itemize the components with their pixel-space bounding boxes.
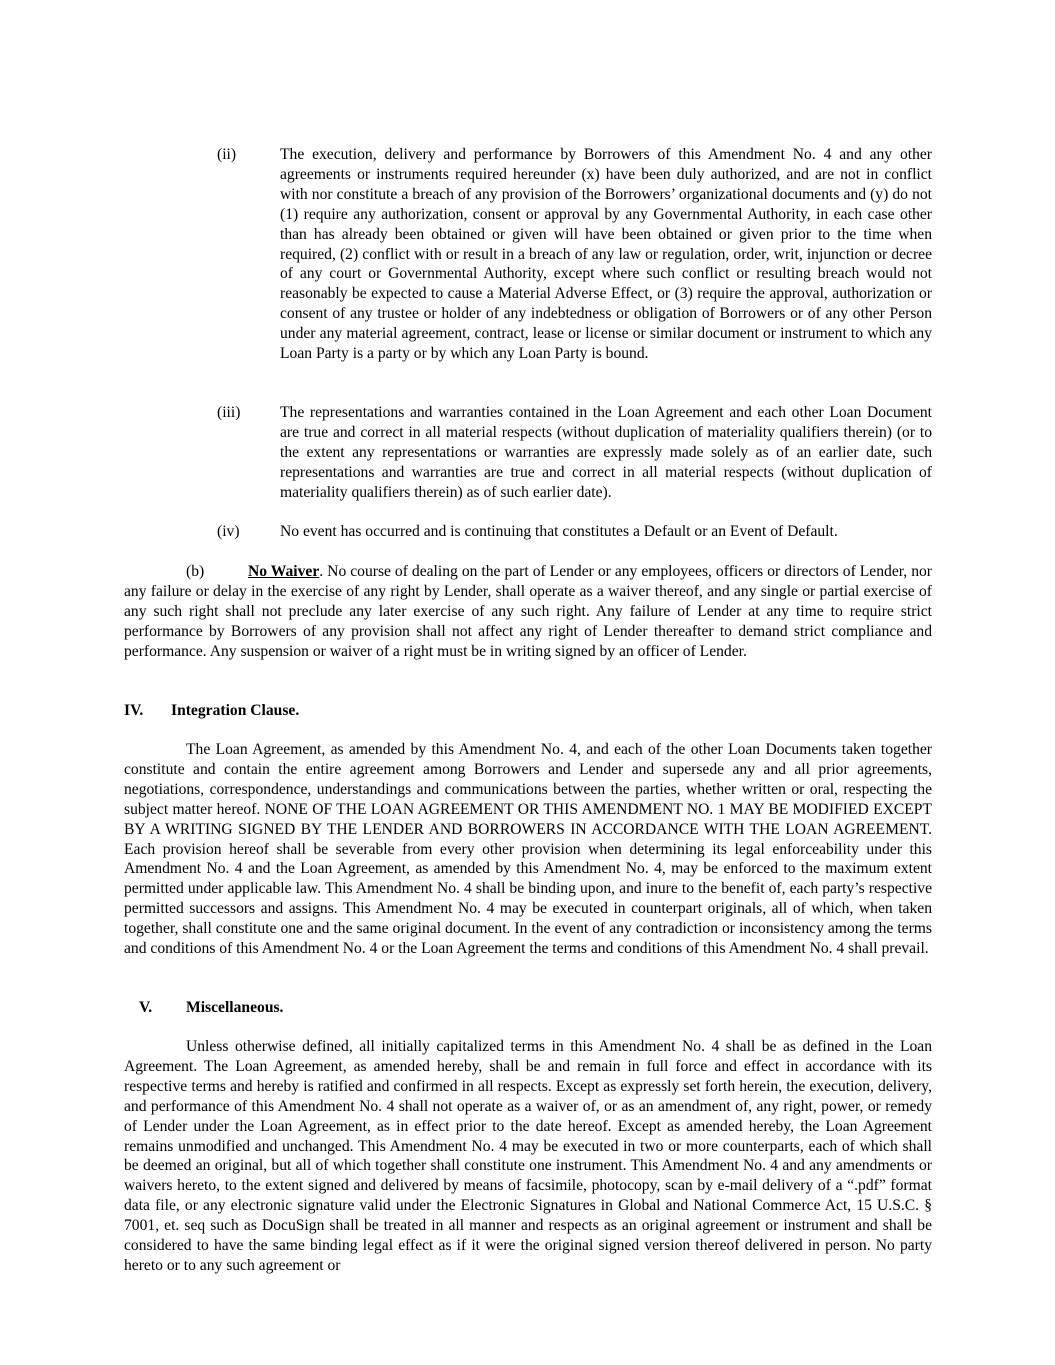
list-item-text: The execution, delivery and performance by Borrowers of this Amendment No. 4 and any other agreements or instruments required hereunder (x) have been duly authorized, and are not in conflict with nor constitute a breach of any provision of the Borrowers’ organizational documents and (y) do not (1) require any authorization, consent or approval by any Governmental Authority, in each case other than has already been obtained or given will have been obtained or given prior to the time when required, (2) conflict with or result in a breach of any law or regulation, order, writ, injunction or decree of any court or Governmental Authority, except where such conflict or resulting breach would not reasonably be expected to cause a Material Adverse Effect, or (3) require the approval, authorization or consent of any trustee or holder of any indebtedness or obligation of Borrowers or of any other Person under any material agreement, contract, lease or license or similar document or instrument to which any Loan Party is a party or by which any Loan Party is bound. [280, 146, 932, 363]
section-iv-heading [124, 701, 299, 721]
list-item-ii [217, 145, 932, 364]
no-waiver-marker: (b) [186, 563, 205, 580]
section-number: V. [139, 999, 153, 1016]
list-item-text: The representations and warranties contained in the Loan Agreement and each other Loan Document are true and correct in all material respects (without duplication of materiality qualifiers therein) (or to the extent any representations or warranties are expressly made solely as of an earlier date, such representations and warranties are true and correct in all material respects (without duplication of materiality qualifiers therein) as of such earlier date). [280, 404, 932, 501]
list-item-marker: (iii) [217, 404, 241, 421]
section-v-heading [139, 998, 283, 1018]
list-item-marker: (iv) [217, 523, 240, 540]
no-waiver-text: . No course of dealing on the part of Lender or any employees, officers or directors of Lender, nor any failure or delay in the exercise of any right by Lender, shall operate as a waiver thereof, and any single or partial exercise of any such right shall not preclude any later exercise of any such right. Any failure of Lender at any time to require strict performance by Borrowers of any provision shall not affect any right of Lender thereafter to demand strict compliance and performance. Any suspension or waiver of a right must be in writing signed by an officer of Lender. [124, 563, 932, 660]
section-title: Integration Clause. [171, 702, 300, 719]
list-item-marker: (ii) [217, 146, 237, 163]
no-waiver-title: No Waiver [248, 563, 320, 580]
section-title: Miscellaneous. [186, 999, 284, 1016]
list-item-text: No event has occurred and is continuing that constitutes a Default or an Event of Default. [280, 523, 838, 540]
miscellaneous-paragraph: Unless otherwise defined, all initially capitalized terms in this Amendment No. 4 shall be as defined in the Loan Agreement. The Loan Agreement, as amended hereby, shall be and remain in full force and effect in accordance with its respective terms and hereby is ratified and confirmed in all respects. Except as expressly set forth herein, the execution, delivery, and performance of this Amendment No. 4 shall not operate as a waiver of, or as an amendment of, any right, power, or remedy of Lender under the Loan Agreement, as in effect prior to the date hereof. Except as amended hereby, the Loan Agreement remains unmodified and unchanged. This Amendment No. 4 may be executed in two or more counterparts, each of which shall be deemed an original, but all of which together shall constitute one instrument. This Amendment No. 4 and any amendments or waivers hereto, to the extent signed and delivered by means of facsimile, photocopy, scan by e-mail delivery of a “.pdf” format data file, or any electronic signature valid under the Electronic Signatures in Global and National Commerce Act, 15 U.S.C. § 7001, et. seq such as DocuSign shall be treated in all manner and respects as an original agreement or instrument and shall be considered to have the same binding legal effect as if it were the original signed version thereof delivered in person. No party hereto or to any such agreement or [124, 1038, 932, 1274]
list-item-iii [217, 403, 932, 503]
list-item-iv [217, 522, 932, 542]
integration-clause-paragraph: The Loan Agreement, as amended by this Amendment No. 4, and each of the other Loan Documents taken together constitute and contain the entire agreement among Borrowers and Lender and supersede any and all prior agreements, negotiations, correspondence, understandings and communications between the parties, whether written or oral, respecting the subject matter hereof. NONE OF THE LOAN AGREEMENT OR THIS AMENDMENT NO. 1 MAY BE MODIFIED EXCEPT BY A WRITING SIGNED BY THE LENDER AND BORROWERS IN ACCORDANCE WITH THE LOAN AGREEMENT. Each provision hereof shall be severable from every other provision when determining its legal enforceability under this Amendment No. 4 and the Loan Agreement, as amended by this Amendment No. 4, may be enforced to the maximum extent permitted under applicable law. This Amendment No. 4 shall be binding upon, and inure to the benefit of, each party’s respective permitted successors and assigns. This Amendment No. 4 may be executed in counterpart originals, all of which, when taken together, shall constitute one and the same original document. In the event of any contradiction or inconsistency among the terms and conditions of this Amendment No. 4 or the Loan Agreement the terms and conditions of this Amendment No. 4 shall prevail. [124, 741, 932, 958]
no-waiver-paragraph [124, 562, 932, 662]
section-number: IV. [124, 702, 144, 719]
